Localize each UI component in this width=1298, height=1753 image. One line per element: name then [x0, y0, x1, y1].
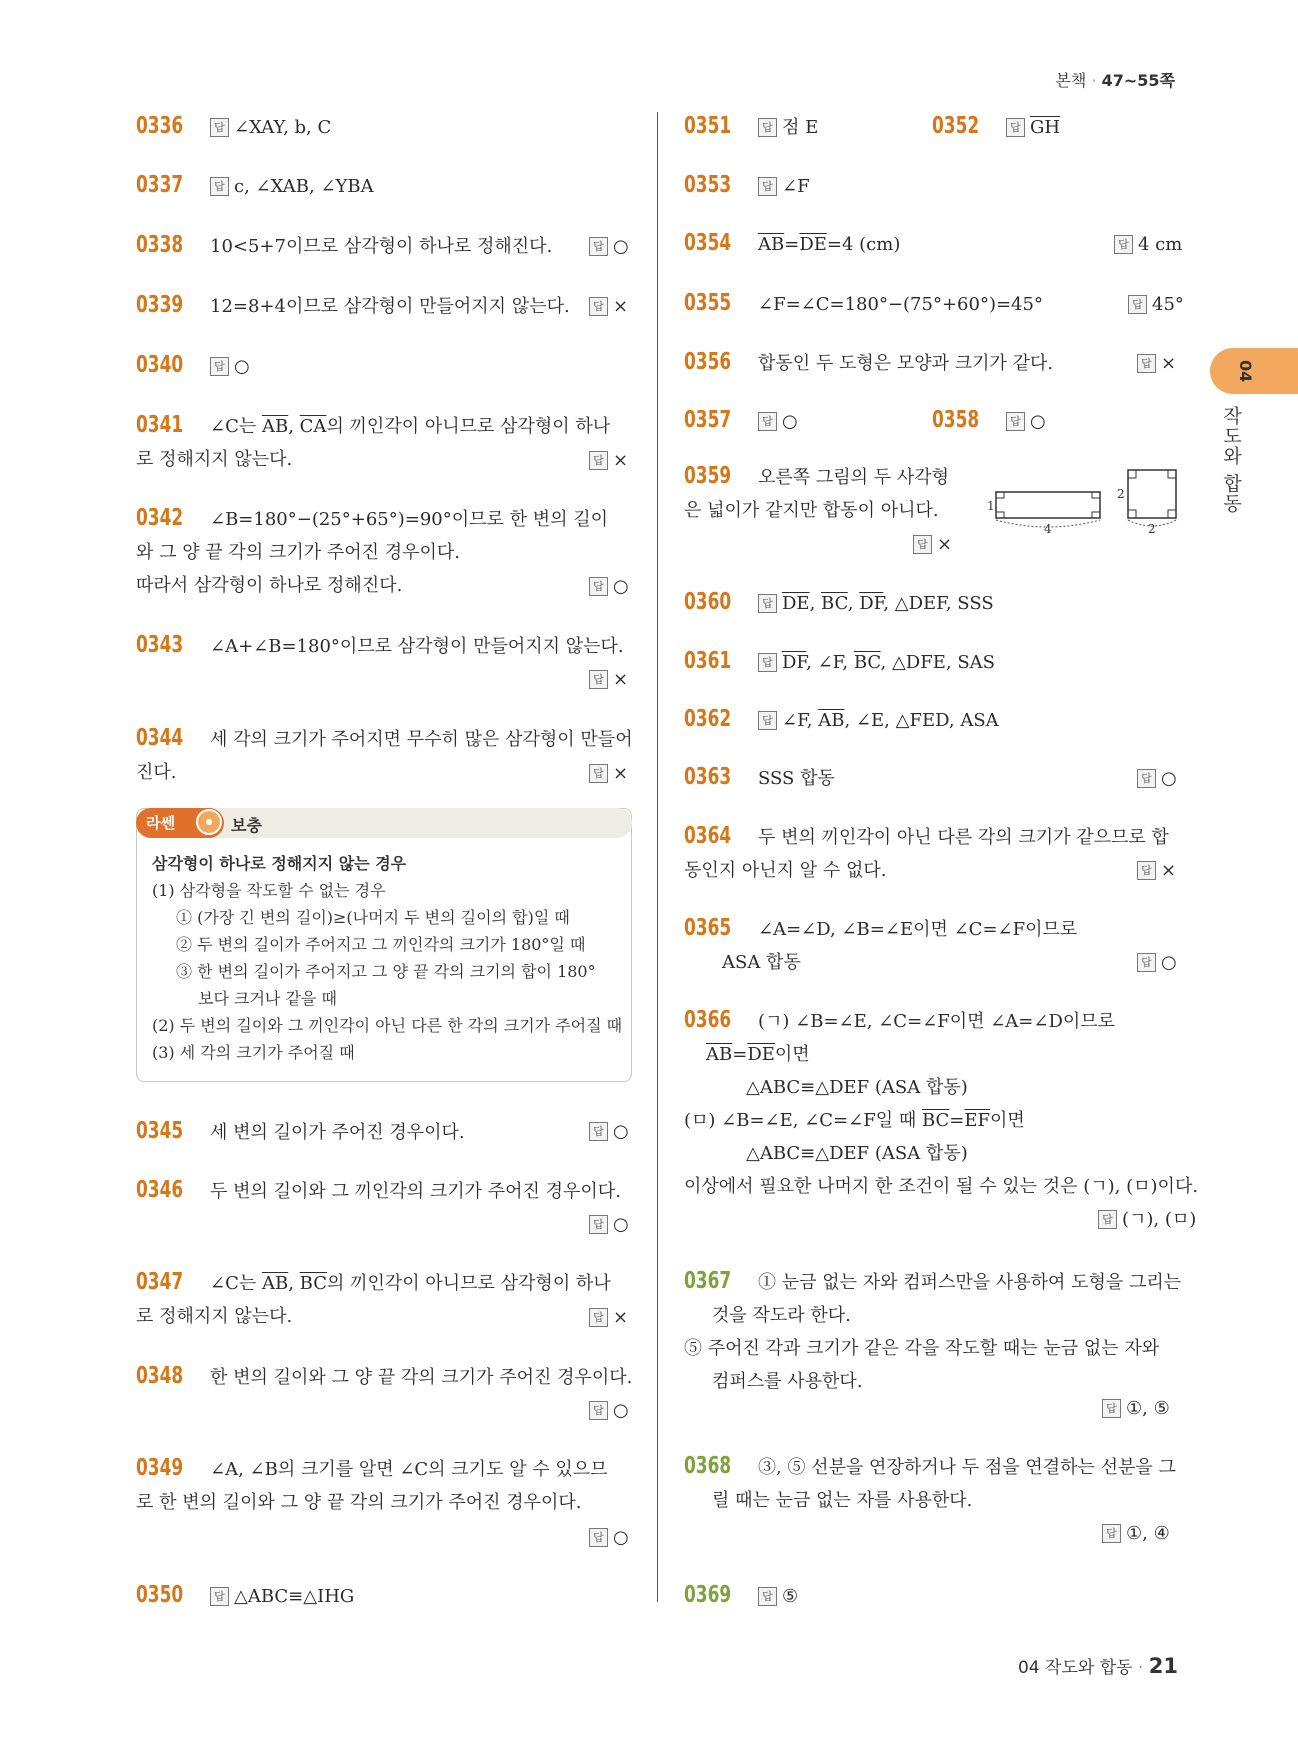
header-book: 본책 — [1055, 71, 1087, 90]
answer-text: ○ — [1030, 411, 1046, 432]
problem-number: 0353 — [684, 172, 732, 198]
problem-0359: 0359 오른쪽 그림의 두 사각형 은 넓이가 같지만 합동이 아니다. — [684, 460, 949, 527]
problem-0343: 0343 ∠A+∠B=180°이므로 삼각형이 만들어지지 않는다. — [136, 629, 624, 663]
problem-number: 0344 — [136, 725, 184, 751]
answer-0345: 답 ○ — [589, 1121, 629, 1142]
answer-0346: 답 ○ — [589, 1214, 629, 1235]
problem-0369 — [684, 1579, 798, 1613]
problem-0346: 0346 두 변의 길이와 그 끼인각의 크기가 주어진 경우이다. — [136, 1174, 621, 1208]
answer-0355: 답 45° — [1128, 294, 1184, 315]
segment-ab: $\overline{AB}$ — [261, 416, 289, 437]
supplement-line: (3) 세 각의 크기가 주어질 때 — [152, 1043, 355, 1062]
answer-0339: 답 × — [589, 296, 628, 317]
square-right-angle-marks — [1128, 470, 1176, 518]
problem-number: 0342 — [136, 505, 184, 531]
chapter-tab-title: 작도와 합동 — [1220, 406, 1242, 514]
answer-icon: 답 — [589, 237, 608, 256]
problem-0363: 0363 SSS 합동 — [684, 761, 835, 795]
problem-0347: 0347 ∠C는 $\overline{AB}$, $\overline{BC}$의 끼인각이 아니므로 삼각형이 하나 로 정해지지 않는다. — [136, 1266, 611, 1333]
answer-0368: 답 ①, ④ — [1102, 1523, 1170, 1544]
answer-0359: 답 × — [913, 534, 952, 555]
problem-number: 0360 — [684, 589, 732, 615]
page-number: 21 — [1148, 1654, 1178, 1678]
problem-number: 0363 — [684, 764, 732, 790]
problem-number: 0367 — [684, 1268, 732, 1294]
answer-icon: 답 — [758, 594, 777, 613]
answer-icon: 답 — [1006, 412, 1025, 431]
problem-number: 0355 — [684, 290, 732, 316]
problem-0345: 0345 세 변의 길이가 주어진 경우이다. — [136, 1115, 465, 1149]
problem-number: 0346 — [136, 1177, 184, 1203]
problem-0365: 0365 ∠A=∠D, ∠B=∠E이면 ∠C=∠F이므로 ASA 합동 — [684, 912, 1077, 979]
problem-number: 0350 — [136, 1582, 184, 1608]
problem-0357 — [684, 404, 798, 438]
answer-0356: 답 × — [1137, 353, 1176, 374]
answer-icon: 답 — [1102, 1524, 1121, 1543]
answer-icon: 답 — [1098, 1210, 1117, 1229]
problem-0342: 0342 ∠B=180°−(25°+65°)=90°이므로 한 변의 길이 와 그 양 끝 각의 크기가 주어진 경우이다. 따라서 삼각형이 하나로 정해진다. — [136, 502, 608, 602]
problem-number: 0361 — [684, 648, 732, 674]
problem-0350 — [136, 1579, 354, 1613]
answer-icon: 답 — [589, 1122, 608, 1141]
answer-icon: 답 — [758, 711, 777, 730]
answer-icon: 답 — [1137, 354, 1156, 373]
answer-icon: 답 — [1114, 235, 1133, 254]
answer-icon: 답 — [758, 412, 777, 431]
supplement-line: ① (가장 긴 변의 길이)≥(나머지 두 변의 길이의 합)일 때 — [176, 908, 570, 927]
supplement-line: ③ 한 변의 길이가 주어지고 그 양 끝 각의 크기의 합이 180° — [176, 962, 596, 981]
answer-icon: 답 — [210, 357, 229, 376]
page-footer: 04 작도와 합동 · 21 — [1017, 1654, 1178, 1678]
answer-0367: 답 ①, ⑤ — [1102, 1398, 1170, 1419]
answer-icon: 답 — [913, 535, 932, 554]
answer-icon: 답 — [589, 297, 608, 316]
problem-0354: 0354 $\overline{AB}=\overline{DE}=4$ (cm) — [684, 227, 900, 261]
problem-0355: 0355 ∠F=∠C=180°−(75°+60°)=45° — [684, 287, 1043, 321]
answer-text: $\overline{GH}$ — [1030, 117, 1061, 138]
problem-0344: 0344 세 각의 크기가 주어지면 무수히 많은 삼각형이 만들어 진다. — [136, 722, 633, 789]
problem-0366: 0366 (ㄱ) ∠B=∠E, ∠C=∠F이면 ∠A=∠D이므로 $\overline{AB}=\overline{DE}$이면 △ABC≡△DEF (ASA 합동) (ㅁ) ∠B=∠E, ∠C=∠F일 때 $\overline{BC}=\overline{EF}$이면 △ABC≡△DEF (ASA 합동) 이상에서 필요한 나머지 한 조건이 될 수 있는 것은 (ㄱ), (ㅁ)이다. — [684, 1004, 1198, 1203]
answer-0365: 답 ○ — [1137, 952, 1177, 973]
supplement-line: ② 두 변의 길이가 주어지고 그 끼인각의 크기가 180°일 때 — [176, 935, 586, 954]
problem-number: 0365 — [684, 915, 732, 941]
problem-0336 — [136, 110, 331, 144]
answer-0366: 답 (ㄱ), (ㅁ) — [1098, 1205, 1196, 1231]
answer-text: ∠XAY, b, C — [234, 117, 332, 138]
problem-number: 0345 — [136, 1118, 184, 1144]
answer-icon: 답 — [758, 118, 777, 137]
answer-icon: 답 — [1128, 295, 1147, 314]
answer-0343: 답 × — [589, 669, 628, 690]
supplement-line: 보다 크거나 같을 때 — [198, 989, 337, 1008]
column-divider — [657, 112, 658, 1602]
square — [1128, 470, 1176, 518]
answer-icon: 답 — [589, 764, 608, 783]
problem-number: 0364 — [684, 823, 732, 849]
problem-number: 0351 — [684, 113, 732, 139]
problem-0358 — [932, 404, 1046, 438]
problem-number: 0349 — [136, 1455, 184, 1481]
problem-0362: 0362 답 ∠F, $\overline{AB}$, ∠E, △FED, ASA — [684, 703, 999, 737]
answer-icon: 답 — [1006, 118, 1025, 137]
problem-0339 — [136, 289, 570, 323]
problem-number: 0354 — [684, 230, 732, 256]
problem-0367: 0367 ① 눈금 없는 자와 컴퍼스만을 사용하여 도형을 그리는 것을 작도라 한다. ⑤ 주어진 각과 크기가 같은 각을 작도할 때는 눈금 없는 자와 컴퍼스를 사용한다. — [684, 1265, 1181, 1398]
problem-number: 0339 — [136, 292, 184, 318]
answer-icon: 답 — [589, 451, 608, 470]
answer-0341: 답 × — [589, 450, 628, 471]
solution-text: 12=8+4이므로 삼각형이 만들어지지 않는다. — [210, 296, 570, 317]
answer-icon: 답 — [758, 1587, 777, 1606]
badge-circle-icon — [196, 809, 222, 835]
problem-number: 0358 — [932, 407, 980, 433]
wide-rect-height-label: 1 — [987, 499, 995, 513]
answer-icon: 답 — [210, 1587, 229, 1606]
answer-text: 점 E — [782, 117, 819, 138]
answer-0349: 답 ○ — [589, 1527, 629, 1548]
problem-number: 0352 — [932, 113, 980, 139]
answer-icon: 답 — [1137, 861, 1156, 880]
page-header: 본책 · 47~55쪽 — [1055, 71, 1175, 90]
problem-0337 — [136, 169, 374, 203]
answer-text: ○ — [782, 411, 798, 432]
segment-ca: $\overline{CA}$ — [299, 416, 327, 437]
problem-number: 0336 — [136, 113, 184, 139]
answer-0348: 답 ○ — [589, 1400, 629, 1421]
problem-number: 0338 — [136, 232, 184, 258]
rectangles-figure — [984, 462, 1184, 534]
segment-bc: $\overline{BC}$ — [299, 1273, 327, 1294]
answer-icon: 답 — [589, 577, 608, 596]
problem-0338 — [136, 229, 552, 263]
supplement-title: 삼각형이 하나로 정해지지 않는 경우 — [152, 854, 407, 873]
chapter-tab — [1210, 348, 1298, 394]
answer-text: △ABC≡△IHG — [234, 1586, 355, 1607]
wide-rectangle — [996, 492, 1100, 518]
supplement-label: 보충 — [231, 816, 262, 835]
answer-icon: 답 — [1137, 769, 1156, 788]
footer-chapter: 04 작도와 합동 — [1017, 1658, 1133, 1678]
problem-number: 0343 — [136, 632, 184, 658]
answer-icon: 답 — [210, 118, 229, 137]
supplement-badge: 라쎈 — [136, 808, 224, 838]
answer-0347: 답 × — [589, 1307, 628, 1328]
answer-0363: 답 ○ — [1137, 768, 1177, 789]
answer-icon: 답 — [589, 1215, 608, 1234]
problem-0364: 0364 두 변의 끼인각이 아닌 다른 각의 크기가 같으므로 합 동인지 아닌지 알 수 없다. — [684, 820, 1169, 887]
problem-0341: 0341 ∠C는 $\overline{AB}$, $\overline{CA}$의 끼인각이 아니므로 삼각형이 하나 로 정해지지 않는다. — [136, 409, 610, 476]
answer-icon: 답 — [758, 653, 777, 672]
supplement-line: (1) 삼각형을 작도할 수 없는 경우 — [152, 881, 386, 900]
problem-number: 0340 — [136, 352, 184, 378]
problem-0349: 0349 ∠A, ∠B의 크기를 알면 ∠C의 크기도 알 수 있으므 로 한 변의 길이와 그 양 끝 각의 크기가 주어진 경우이다. — [136, 1452, 608, 1519]
answer-0364: 답 × — [1137, 860, 1176, 881]
answer-text: ⑤ — [782, 1586, 799, 1607]
problem-0351 — [684, 110, 818, 144]
problem-0360: 0360 답 $\overline{DE}$, $\overline{BC}$, $\overline{DF}$, △DEF, SSS — [684, 586, 994, 620]
square-height-label: 2 — [1117, 487, 1125, 501]
answer-icon: 답 — [1102, 1399, 1121, 1418]
problem-0348: 0348 한 변의 길이와 그 양 끝 각의 크기가 주어진 경우이다. — [136, 1360, 632, 1394]
answer-text: ∠F — [782, 176, 810, 197]
problem-0356: 0356 합동인 두 도형은 모양과 크기가 같다. — [684, 346, 1053, 380]
problem-number: 0348 — [136, 1363, 184, 1389]
problem-number: 0362 — [684, 706, 732, 732]
problem-number: 0369 — [684, 1582, 732, 1608]
problem-0352 — [932, 110, 1060, 144]
problem-number: 0356 — [684, 349, 732, 375]
problem-number: 0341 — [136, 412, 184, 438]
problem-0353 — [684, 169, 810, 203]
problem-number: 0359 — [684, 463, 732, 489]
problem-number: 0337 — [136, 172, 184, 198]
answer-text: c, ∠XAB, ∠YBA — [234, 176, 374, 197]
answer-0342: 답 ○ — [589, 576, 629, 597]
solution-text: 10<5+7이므로 삼각형이 하나로 정해진다. — [210, 236, 553, 257]
problem-number: 0347 — [136, 1269, 184, 1295]
problem-0361: 0361 답 $\overline{DF}$, ∠F, $\overline{BC}$, △DFE, SAS — [684, 645, 995, 679]
square-width-label: 2 — [1148, 522, 1156, 534]
wide-rect-width-label: 4 — [1044, 522, 1052, 534]
problem-number: 0368 — [684, 1453, 732, 1479]
answer-icon: 답 — [758, 177, 777, 196]
supplement-line: (2) 두 변의 길이와 그 끼인각이 아닌 다른 한 각의 크기가 주어질 때 — [152, 1016, 623, 1035]
problem-0340 — [136, 349, 250, 383]
answer-0338: 답 ○ — [589, 236, 629, 257]
segment-ab: $\overline{AB}$ — [261, 1273, 289, 1294]
answer-icon: 답 — [589, 1308, 608, 1327]
answer-0354: 답 4 cm — [1114, 234, 1182, 255]
answer-icon: 답 — [589, 1401, 608, 1420]
problem-0368: 0368 ③, ⑤ 선분을 연장하거나 두 점을 연결하는 선분을 그 릴 때는 눈금 없는 자를 사용한다. — [684, 1450, 1176, 1517]
answer-icon: 답 — [1137, 953, 1156, 972]
answer-icon: 답 — [589, 670, 608, 689]
chapter-tab-number: 04 — [1236, 360, 1255, 383]
right-angle-marks — [996, 492, 1100, 518]
answer-text: ○ — [234, 356, 250, 377]
answer-0344: 답 × — [589, 763, 628, 784]
problem-number: 0366 — [684, 1007, 732, 1033]
answer-icon: 답 — [210, 177, 229, 196]
problem-number: 0357 — [684, 407, 732, 433]
answer-icon: 답 — [589, 1528, 608, 1547]
header-pages: 47~55쪽 — [1101, 71, 1175, 90]
